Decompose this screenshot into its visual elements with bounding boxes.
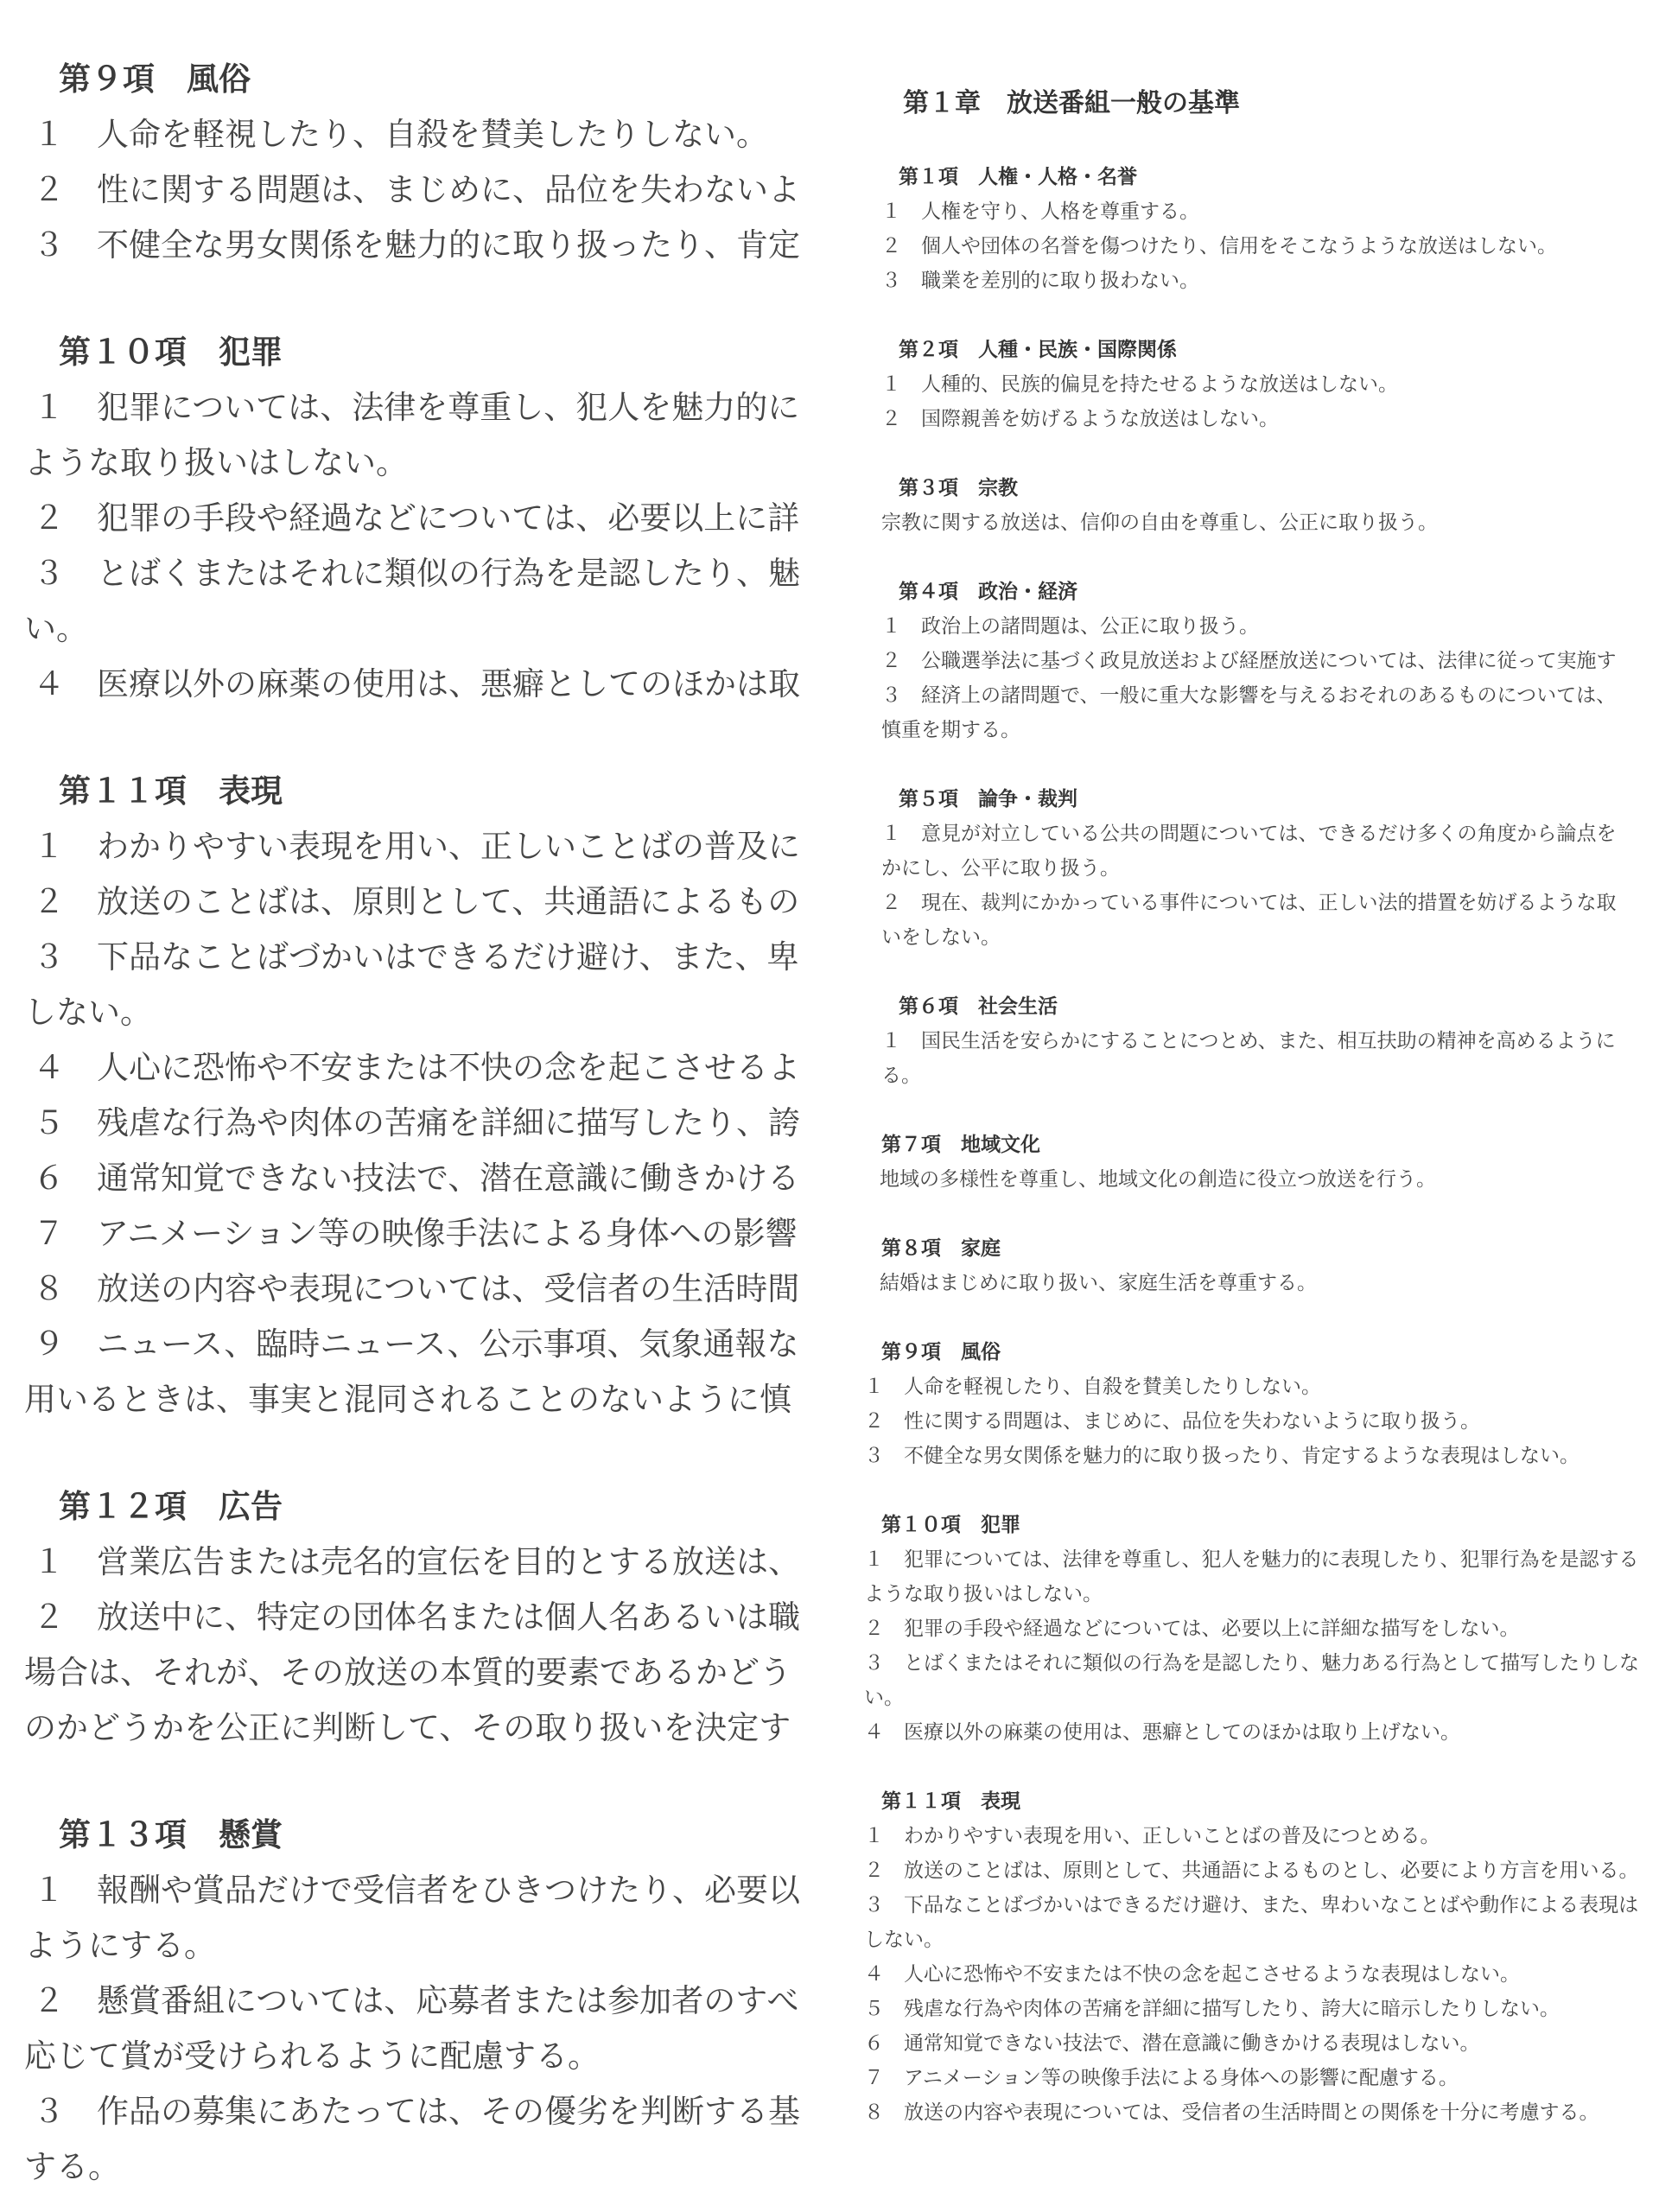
article-line: ２ 性に関する問題は、まじめに、品位を失わないように取り扱う。	[864, 1410, 1480, 1433]
article-line: のかどうかを公正に判断して、その取り扱いを決定す	[24, 1709, 791, 1746]
article-line: ２ 性に関する問題は、まじめに、品位を失わないよ	[33, 171, 800, 208]
article-line: 応じて賞が受けられるように配慮する。	[24, 2037, 600, 2075]
article-line: ３ 作品の募集にあたっては、その優劣を判断する基	[33, 2093, 800, 2130]
article-line: １ わかりやすい表現を用い、正しいことばの普及につとめる。	[864, 1825, 1440, 1847]
article-line: １ 意見が対立している公共の問題については、できるだけ多くの角度から論点を	[881, 823, 1617, 845]
article-line: ４ 人心に恐怖や不安または不快の念を起こさせるよ	[33, 1049, 800, 1086]
article-line: ３ 不健全な男女関係を魅力的に取り扱ったり、肯定	[33, 226, 800, 264]
right-section-1	[847, 160, 1659, 298]
article-line: い。	[864, 1687, 904, 1709]
article-line: 用いるときは、事実と混同されることのないように慎	[24, 1381, 791, 1418]
article-line: ５ 残虐な行為や肉体の苦痛を詳細に描写したり、誇	[33, 1104, 800, 1141]
left-section-1	[24, 52, 830, 273]
section-title: 第１０項 犯罪	[881, 1514, 1020, 1536]
article-line: 宗教に関する放送は、信仰の自由を尊重し、公正に取り扱う。	[881, 512, 1438, 534]
section-title: 第４項 政治・経済	[899, 581, 1077, 603]
article-line: ２ 公職選挙法に基づく政見放送および経歴放送については、法律に従って実施す	[881, 650, 1617, 672]
article-line: ８ 放送の内容や表現については、受信者の生活時間	[33, 1270, 800, 1307]
article-line: ６ 通常知覚できない技法で、潜在意識に働きかける表現はしない。	[864, 2032, 1480, 2055]
article-line: ２ 放送中に、特定の団体名または個人名あるいは職	[33, 1599, 800, 1636]
article-line: かにし、公平に取り扱う。	[881, 857, 1120, 880]
article-line: ３ 下品なことばづかいはできるだけ避け、また、卑	[33, 938, 799, 976]
article-line: １ 人命を軽視したり、自殺を賛美したりしない。	[33, 116, 768, 153]
article-line: 慎重を期する。	[881, 719, 1020, 741]
article-line: １ 営業広告または売名的宣伝を目的とする放送は、	[33, 1543, 800, 1580]
article-line: ３ 不健全な男女関係を魅力的に取り扱ったり、肯定するような表現はしない。	[864, 1445, 1580, 1467]
section-title: 第１２項 広告	[59, 1488, 283, 1525]
article-line: ような取り扱いはしない。	[24, 444, 408, 481]
article-line: ７ アニメーション等の映像手法による身体への影響	[33, 1215, 798, 1252]
article-line: ４ 医療以外の麻薬の使用は、悪癖としてのほかは取	[33, 665, 800, 702]
article-line: ２ 国際親善を妨げるような放送はしない。	[881, 408, 1279, 430]
article-line: る。	[881, 1065, 921, 1087]
article-line: しない。	[24, 994, 152, 1031]
right-section-3	[847, 471, 1659, 540]
left-section-2	[24, 325, 830, 712]
right-section-11	[847, 1784, 1659, 2130]
article-line: ４ 人心に恐怖や不安または不快の念を起こさせるような表現はしない。	[864, 1963, 1520, 1986]
article-line: １ 人権を守り、人格を尊重する。	[881, 200, 1199, 223]
article-line: １ 人命を軽視したり、自殺を賛美したりしない。	[864, 1376, 1321, 1398]
right-section-2	[847, 333, 1659, 436]
article-line: ３ とばくまたはそれに類似の行為を是認したり、魅	[33, 555, 800, 592]
section-title: 第７項 地域文化	[881, 1134, 1040, 1156]
article-line: １ 国民生活を安らかにすることにつとめ、また、相互扶助の精神を高めるように	[881, 1030, 1616, 1052]
article-line: いをしない。	[881, 926, 1001, 949]
article-line: ２ 懸賞番組については、応募者または参加者のすべ	[33, 1982, 799, 2019]
full-page-column	[847, 0, 1659, 2212]
article-line: ２ 現在、裁判にかかっている事件については、正しい法的措置を妨げるような取	[881, 892, 1617, 914]
left-section-4	[24, 1479, 830, 1756]
article-line: ４ 医療以外の麻薬の使用は、悪癖としてのほかは取り上げない。	[864, 1721, 1460, 1744]
article-line: ２ 放送のことばは、原則として、共通語によるものとし、必要により方言を用いる。	[864, 1859, 1639, 1882]
section-title: 第９項 風俗	[881, 1341, 1001, 1363]
section-title: 第１０項 犯罪	[59, 334, 283, 371]
chapter-title: 第１章 放送番組一般の基準	[903, 88, 1240, 118]
article-line: ような取り扱いはしない。	[864, 1583, 1103, 1605]
article-line: ９ ニュース、臨時ニュース、公示事項、気象通報な	[33, 1325, 799, 1363]
section-title: 第１１項 表現	[59, 772, 283, 810]
full-page-body	[847, 160, 1659, 2130]
section-title: 第１１項 表現	[881, 1790, 1020, 1813]
article-line: ３ 職業を差別的に取り扱わない。	[881, 270, 1199, 292]
right-section-7	[847, 1128, 1659, 1197]
article-line: １ 犯罪については、法律を尊重し、犯人を魅力的に表現したり、犯罪行為を是認する	[864, 1548, 1639, 1571]
article-line: ２ 犯罪の手段や経過などについては、必要以上に詳細な描写をしない。	[864, 1618, 1520, 1640]
article-line: ２ 個人や団体の名誉を傷つけたり、信用をそこなうような放送はしない。	[881, 235, 1557, 257]
article-line: 場合は、それが、その放送の本質的要素であるかどう	[24, 1654, 791, 1691]
right-section-8	[847, 1231, 1659, 1300]
section-title: 第５項 論争・裁判	[899, 788, 1077, 810]
section-title: 第８項 家庭	[881, 1237, 1001, 1260]
left-section-3	[24, 764, 830, 1427]
article-line: ５ 残虐な行為や肉体の苦痛を詳細に描写したり、誇大に暗示したりしない。	[864, 1998, 1560, 2020]
right-section-6	[847, 989, 1659, 1093]
article-line: ８ 放送の内容や表現については、受信者の生活時間との関係を十分に考慮する。	[864, 2101, 1599, 2124]
article-line: １ 犯罪については、法律を尊重し、犯人を魅力的に	[33, 389, 800, 426]
article-line: ３ とばくまたはそれに類似の行為を是認したり、魅力ある行為として描写したりしな	[864, 1652, 1639, 1675]
article-line: 結婚はまじめに取り扱い、家庭生活を尊重する。	[880, 1272, 1317, 1294]
section-title: 第１３項 懸賞	[59, 1816, 283, 1853]
article-line: ２ 犯罪の手段や経過などについては、必要以上に詳	[33, 499, 800, 537]
article-line: ７ アニメーション等の映像手法による身体への影響に配慮する。	[864, 2067, 1459, 2089]
section-title: 第２項 人種・民族・国際関係	[899, 339, 1177, 361]
right-section-10	[847, 1508, 1659, 1750]
article-line: ３ 下品なことばづかいはできるだけ避け、また、卑わいなことばや動作による表現は	[864, 1894, 1639, 1916]
article-line: ２ 放送のことばは、原則として、共通語によるもの	[33, 883, 800, 920]
article-line: 地域の多様性を尊重し、地域文化の創造に役立つ放送を行う。	[880, 1168, 1436, 1191]
article-line: する。	[24, 2148, 120, 2185]
article-line: い。	[24, 610, 88, 647]
section-title: 第３項 宗教	[899, 477, 1018, 499]
right-section-5	[847, 782, 1659, 955]
article-line: １ 政治上の諸問題は、公正に取り扱う。	[881, 615, 1259, 638]
article-line: １ 人種的、民族的偏見を持たせるような放送はしない。	[881, 373, 1398, 396]
article-line: しない。	[864, 1929, 944, 1951]
section-title: 第１項 人権・人格・名誉	[899, 166, 1137, 188]
article-line: １ 報酬や賞品だけで受信者をひきつけたり、必要以	[33, 1872, 800, 1909]
article-line: １ わかりやすい表現を用い、正しいことばの普及に	[33, 828, 800, 865]
left-section-5	[24, 1808, 830, 2195]
article-line: ようにする。	[24, 1927, 216, 1964]
article-line: ３ 経済上の諸問題で、一般に重大な影響を与えるおそれのあるものについては、	[881, 684, 1617, 707]
right-section-4	[847, 575, 1659, 747]
section-title: 第６項 社会生活	[899, 995, 1058, 1018]
article-line: ６ 通常知覚できない技法で、潜在意識に働きかける	[33, 1160, 800, 1197]
zoomed-excerpt-body	[0, 0, 830, 2195]
right-section-9	[847, 1335, 1659, 1473]
section-title: 第９項 風俗	[59, 60, 251, 98]
